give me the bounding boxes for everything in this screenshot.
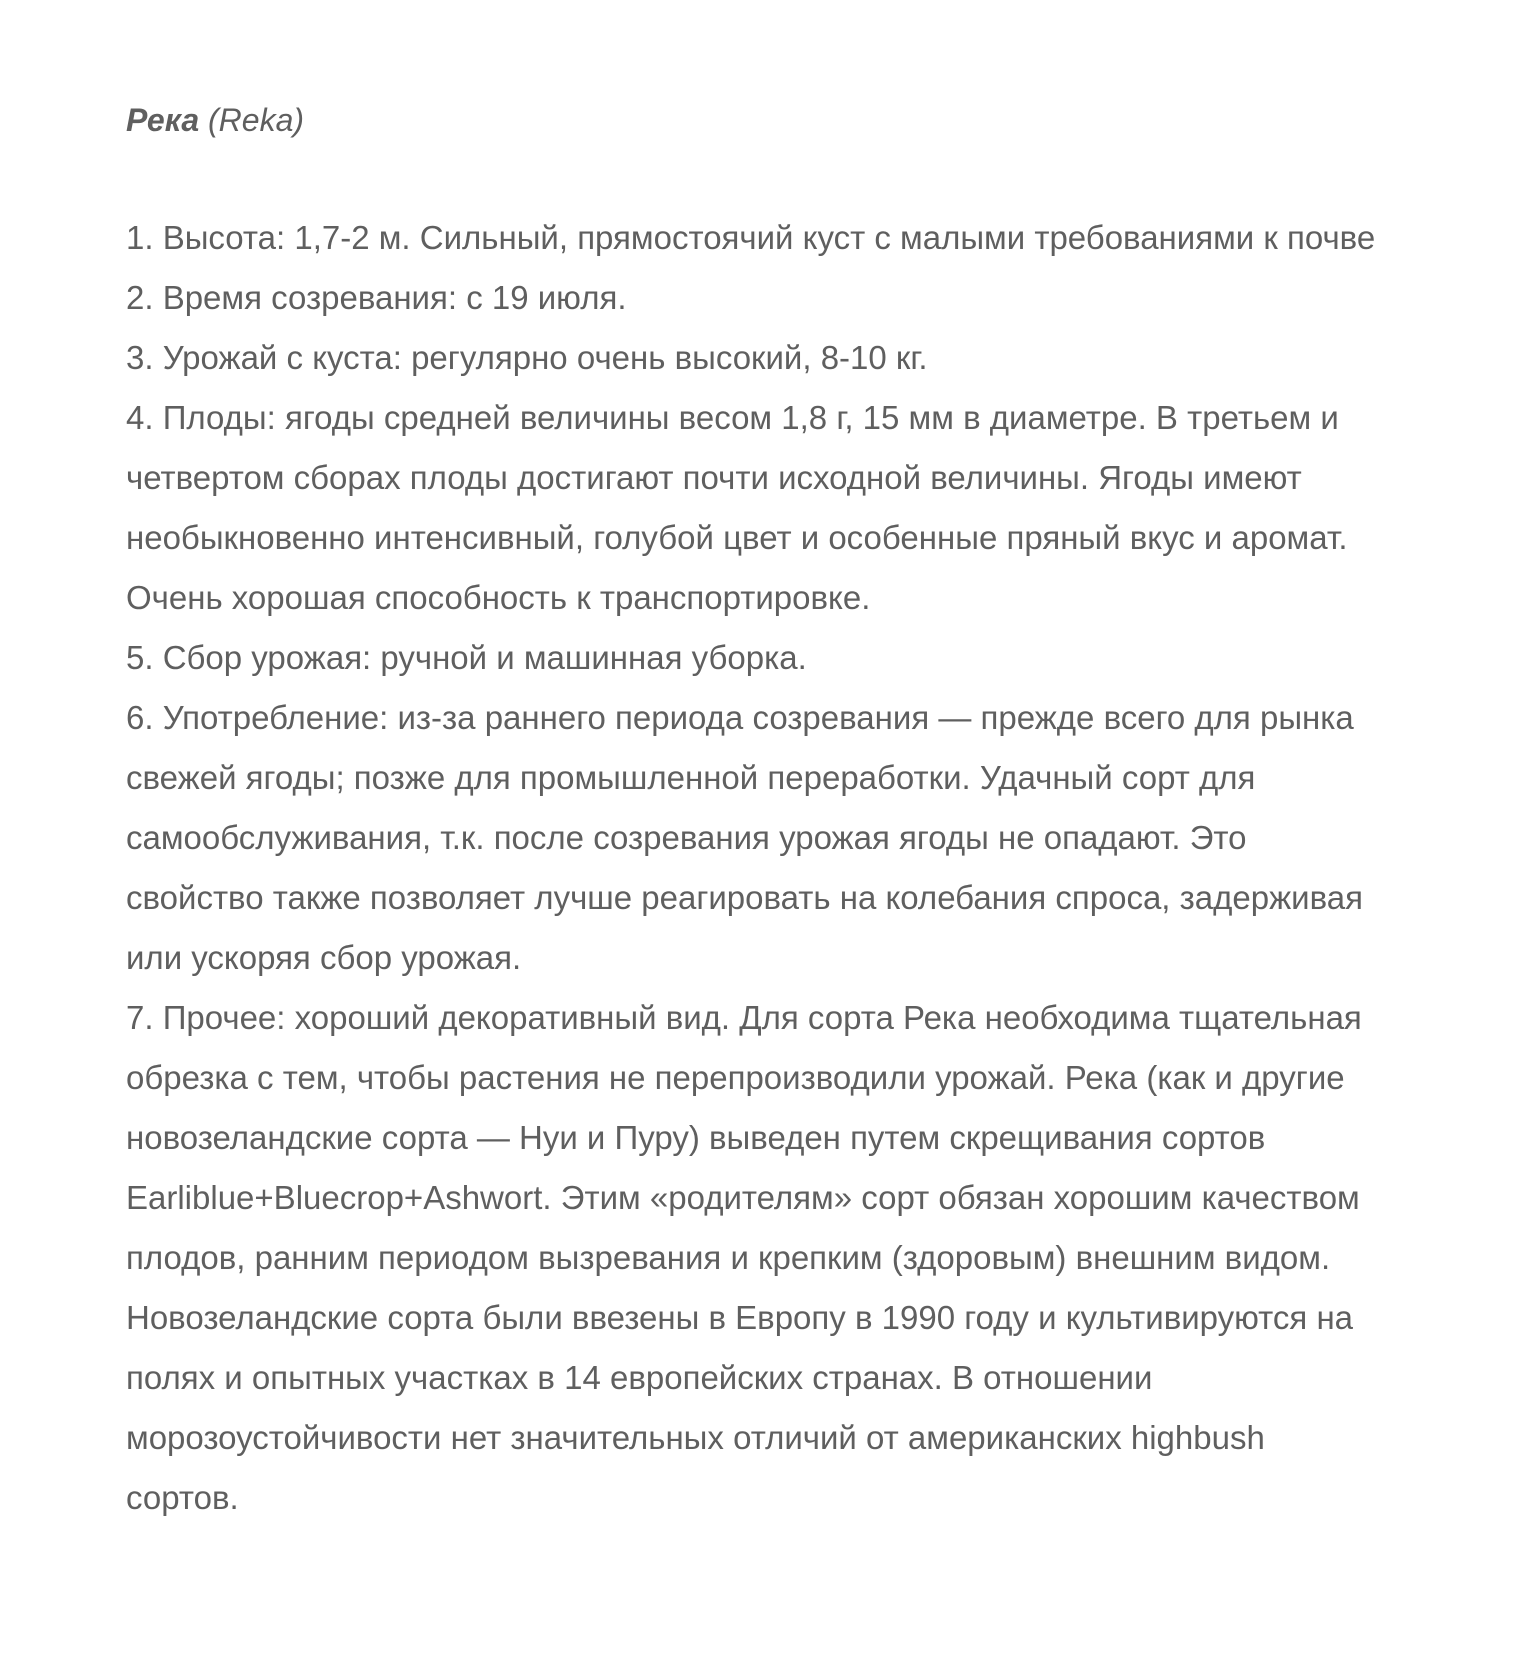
variety-title-alt: (Reka): [208, 102, 305, 138]
text-line: 5. Сбор урожая: ручной и машинная уборка.: [126, 639, 807, 676]
variety-description: [126, 208, 1536, 1528]
text-line: или ускоряя сбор урожая.: [126, 939, 522, 976]
text-line: самообслуживания, т.к. после созревания урожая ягоды не опадают. Это: [126, 819, 1247, 856]
text-line: четвертом сборах плоды достигают почти исходной величины. Ягоды имеют: [126, 459, 1302, 496]
text-line: Earliblue+Bluecrop+Ashwort. Этим «родителям» сорт обязан хорошим качеством: [126, 1179, 1360, 1216]
text-line: необыкновенно интенсивный, голубой цвет и особенные пряный вкус и аромат.: [126, 519, 1348, 556]
text-line: плодов, ранним периодом вызревания и крепким (здоровым) внешним видом.: [126, 1239, 1331, 1276]
text-line: сортов.: [126, 1479, 239, 1516]
text-line: обрезка с тем, чтобы растения не перепроизводили урожай. Река (как и другие: [126, 1059, 1345, 1096]
text-line: Очень хорошая способность к транспортировке.: [126, 579, 871, 616]
text-line: 6. Употребление: из-за раннего периода созревания — прежде всего для рынка: [126, 699, 1354, 736]
variety-title: [126, 94, 1536, 146]
text-line: 7. Прочее: хороший декоративный вид. Для сорта Река необходима тщательная: [126, 999, 1362, 1036]
document-body: [126, 94, 1536, 1528]
title-spacer: [126, 146, 1536, 208]
text-line: 4. Плоды: ягоды средней величины весом 1,8 г, 15 мм в диаметре. В третьем и: [126, 399, 1339, 436]
text-line: Новозеландские сорта были ввезены в Европу в 1990 году и культивируются на: [126, 1299, 1354, 1336]
text-line: 2. Время созревания: с 19 июля.: [126, 279, 627, 316]
text-line: 1. Высота: 1,7-2 м. Сильный, прямостоячий куст с малыми требованиями к почве: [126, 219, 1376, 256]
text-line: 3. Урожай с куста: регулярно очень высокий, 8-10 кг.: [126, 339, 928, 376]
text-line: свойство также позволяет лучше реагировать на колебания спроса, задерживая: [126, 879, 1363, 916]
text-line: морозоустойчивости нет значительных отличий от американских highbush: [126, 1419, 1265, 1456]
text-line: полях и опытных участках в 14 европейских странах. В отношении: [126, 1359, 1153, 1396]
variety-title-main: Река: [126, 102, 200, 138]
text-line: новозеландские сорта — Нуи и Пуру) выведен путем скрещивания сортов: [126, 1119, 1266, 1156]
text-line: свежей ягоды; позже для промышленной переработки. Удачный сорт для: [126, 759, 1256, 796]
